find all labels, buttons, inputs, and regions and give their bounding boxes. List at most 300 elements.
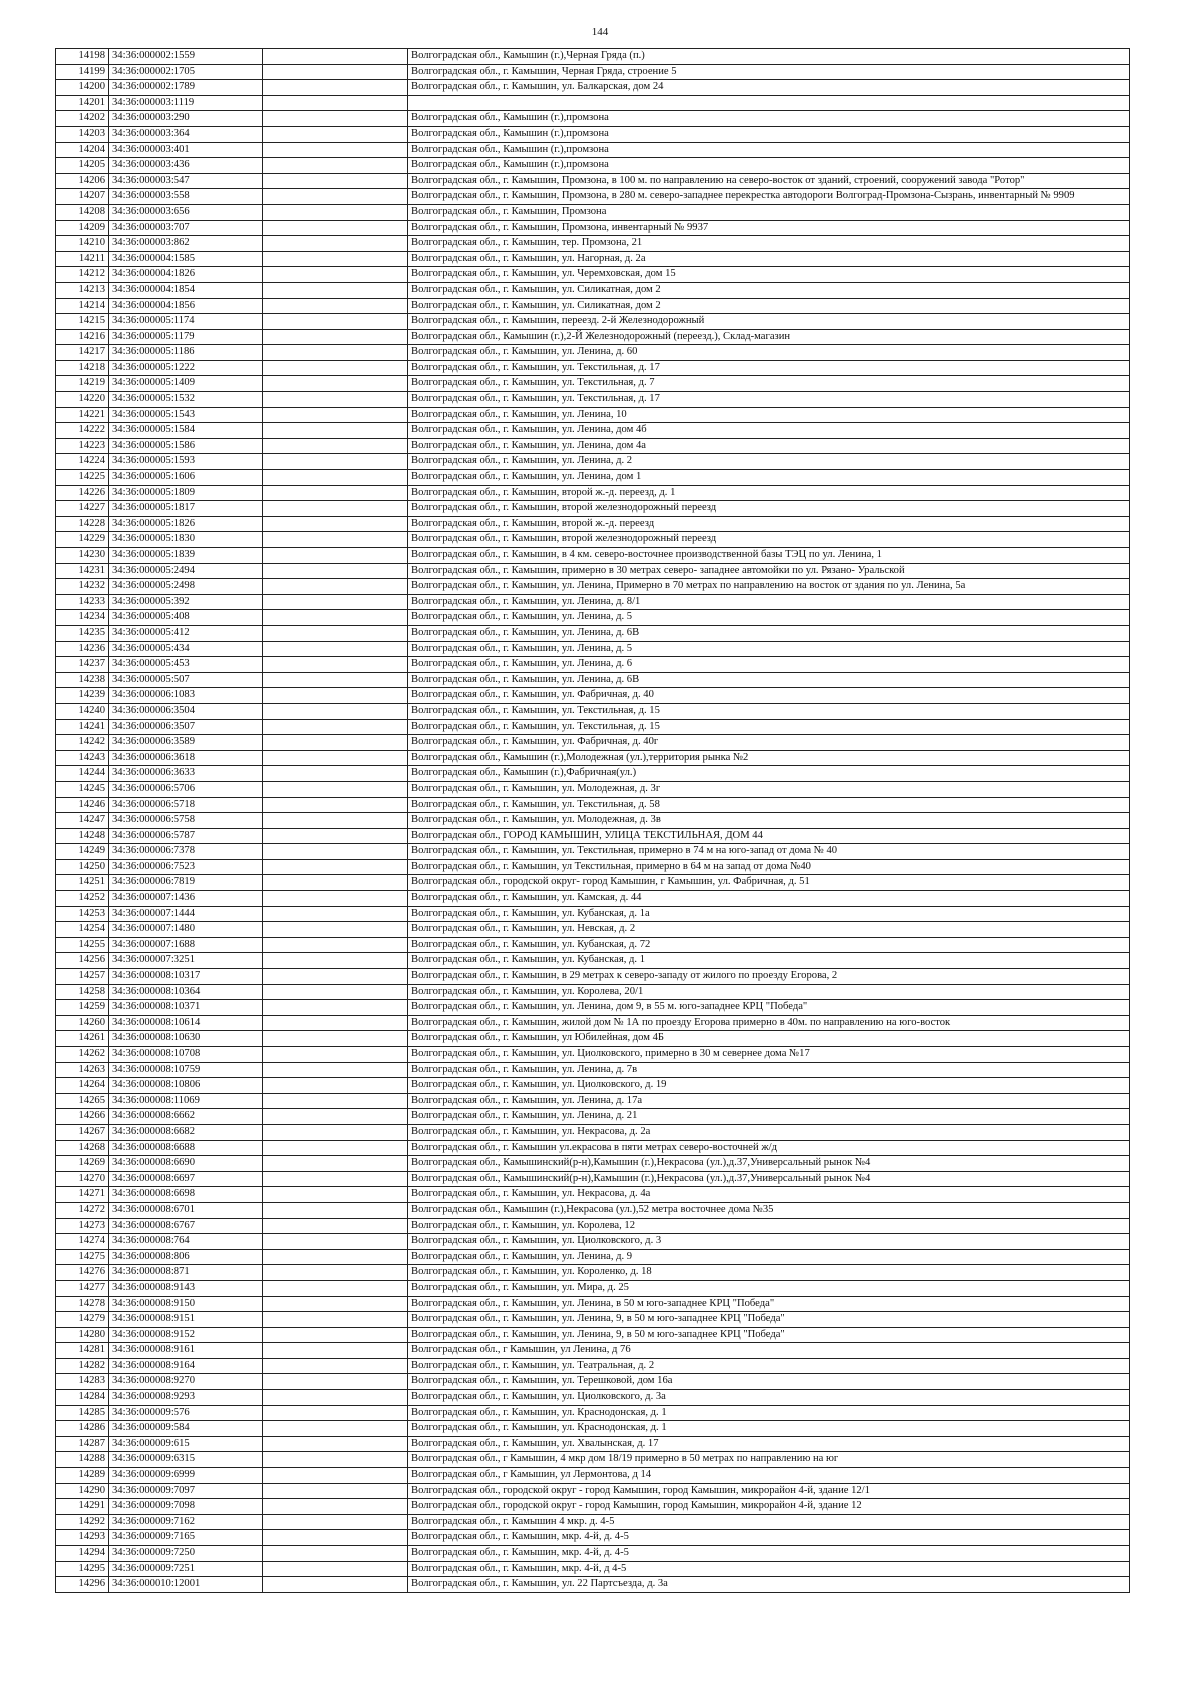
row-number-cell: 14287 — [56, 1436, 109, 1452]
table-row — [56, 1047, 1130, 1063]
cadastral-number-cell: 34:36:000008:10371 — [109, 1000, 263, 1016]
cadastral-number-cell: 34:36:000002:1789 — [109, 80, 263, 96]
table-row — [56, 1530, 1130, 1546]
address-cell: Волгоградская обл., г. Камышин, ул. Черемховская, дом 15 — [408, 267, 1130, 283]
address-cell: Волгоградская обл., г. Камышин, ул. Ленина, дом 1 — [408, 470, 1130, 486]
empty-cell — [263, 236, 408, 252]
cadastral-number-cell: 34:36:000006:3589 — [109, 735, 263, 751]
table-row — [56, 1421, 1130, 1437]
cadastral-number-cell: 34:36:000008:10708 — [109, 1047, 263, 1063]
address-cell: Волгоградская обл., г. Камышин, переезд. 2-й Железнодорожный — [408, 314, 1130, 330]
address-cell: Волгоградская обл., г. Камышин, ул. Ленина, 9, в 50 м юго-западнее КРЦ "Победа" — [408, 1312, 1130, 1328]
cadastral-number-cell: 34:36:000008:806 — [109, 1249, 263, 1265]
table-row — [56, 625, 1130, 641]
empty-cell — [263, 220, 408, 236]
table-row — [56, 298, 1130, 314]
empty-cell — [263, 80, 408, 96]
row-number-cell: 14234 — [56, 610, 109, 626]
empty-cell — [263, 735, 408, 751]
empty-cell — [263, 1499, 408, 1515]
address-cell: Волгоградская обл., Камышин (г.),Некрасова (ул.),52 метра восточнее дома №35 — [408, 1202, 1130, 1218]
empty-cell — [263, 548, 408, 564]
table-row — [56, 236, 1130, 252]
cadastral-number-cell: 34:36:000008:11069 — [109, 1093, 263, 1109]
row-number-cell: 14291 — [56, 1499, 109, 1515]
row-number-cell: 14262 — [56, 1047, 109, 1063]
table-row — [56, 1124, 1130, 1140]
table-row — [56, 1062, 1130, 1078]
cadastral-number-cell: 34:36:000006:7378 — [109, 844, 263, 860]
address-cell: Волгоградская обл., г. Камышин, ул. Ленина, д. 21 — [408, 1109, 1130, 1125]
row-number-cell: 14253 — [56, 906, 109, 922]
table-row — [56, 1031, 1130, 1047]
table-row — [56, 1249, 1130, 1265]
row-number-cell: 14270 — [56, 1171, 109, 1187]
cadastral-number-cell: 34:36:000005:1222 — [109, 360, 263, 376]
address-cell: Волгоградская обл., г. Камышин, ул. Ленина, д. 7в — [408, 1062, 1130, 1078]
row-number-cell: 14205 — [56, 158, 109, 174]
table-row — [56, 657, 1130, 673]
row-number-cell: 14242 — [56, 735, 109, 751]
cadastral-number-cell: 34:36:000009:576 — [109, 1405, 263, 1421]
empty-cell — [263, 360, 408, 376]
row-number-cell: 14211 — [56, 251, 109, 267]
table-row — [56, 158, 1130, 174]
row-number-cell: 14260 — [56, 1015, 109, 1031]
table-row — [56, 1093, 1130, 1109]
row-number-cell: 14214 — [56, 298, 109, 314]
row-number-cell: 14277 — [56, 1280, 109, 1296]
address-cell: Волгоградская обл., г. Камышин, жилой дом № 1А по проезду Егорова примерно в 40м. по направлению на юго-восток — [408, 1015, 1130, 1031]
address-cell: Волгоградская обл., г. Камышин, в 4 км. северо-восточнее производственной базы ТЭЦ по ул. Ленина, 1 — [408, 548, 1130, 564]
empty-cell — [263, 922, 408, 938]
row-number-cell: 14285 — [56, 1405, 109, 1421]
cadastral-number-cell: 34:36:000008:6682 — [109, 1124, 263, 1140]
table-row — [56, 953, 1130, 969]
cadastral-number-cell: 34:36:000005:2498 — [109, 579, 263, 595]
cadastral-number-cell: 34:36:000006:7523 — [109, 859, 263, 875]
empty-cell — [263, 158, 408, 174]
empty-cell — [263, 1530, 408, 1546]
row-number-cell: 14254 — [56, 922, 109, 938]
row-number-cell: 14259 — [56, 1000, 109, 1016]
empty-cell — [263, 485, 408, 501]
cadastral-number-cell: 34:36:000003:862 — [109, 236, 263, 252]
row-number-cell: 14204 — [56, 142, 109, 158]
address-cell: Волгоградская обл., Камышин (г.),Фабричная(ул.) — [408, 766, 1130, 782]
address-cell: Волгоградская обл., г. Камышин, ул. Ленина, 10 — [408, 407, 1130, 423]
row-number-cell: 14296 — [56, 1577, 109, 1593]
cadastral-number-cell: 34:36:000007:1688 — [109, 937, 263, 953]
row-number-cell: 14203 — [56, 126, 109, 142]
row-number-cell: 14282 — [56, 1358, 109, 1374]
empty-cell — [263, 438, 408, 454]
cadastral-number-cell: 34:36:000007:3251 — [109, 953, 263, 969]
row-number-cell: 14241 — [56, 719, 109, 735]
address-cell: Волгоградская обл., Камышин (г.),промзона — [408, 126, 1130, 142]
cadastral-number-cell: 34:36:000008:6697 — [109, 1171, 263, 1187]
address-cell: Волгоградская обл., г. Камышин, ул. Ленина, д. 5 — [408, 641, 1130, 657]
empty-cell — [263, 1000, 408, 1016]
empty-cell — [263, 392, 408, 408]
address-cell: Волгоградская обл., г. Камышин, ул. Ленина, д. 8/1 — [408, 594, 1130, 610]
row-number-cell: 14251 — [56, 875, 109, 891]
cadastral-number-cell: 34:36:000005:1174 — [109, 314, 263, 330]
cadastral-number-cell: 34:36:000005:453 — [109, 657, 263, 673]
table-row — [56, 548, 1130, 564]
cadastral-number-cell: 34:36:000004:1856 — [109, 298, 263, 314]
table-row — [56, 1140, 1130, 1156]
empty-cell — [263, 1078, 408, 1094]
cadastral-number-cell: 34:36:000010:12001 — [109, 1577, 263, 1593]
empty-cell — [263, 1047, 408, 1063]
cadastral-number-cell: 34:36:000009:7250 — [109, 1546, 263, 1562]
cadastral-number-cell: 34:36:000003:547 — [109, 173, 263, 189]
table-row — [56, 828, 1130, 844]
table-row — [56, 267, 1130, 283]
empty-cell — [263, 766, 408, 782]
table-row — [56, 1374, 1130, 1390]
registry-table-body — [56, 49, 1130, 1593]
address-cell: Волгоградская обл., г. Камышин, ул. Ленина, д. 6В — [408, 672, 1130, 688]
empty-cell — [263, 844, 408, 860]
address-cell: Волгоградская обл., г. Камышин, ул. Циолковского, д. 3а — [408, 1390, 1130, 1406]
address-cell: Волгоградская обл., г. Камышин, второй ж.-д. переезд, д. 1 — [408, 485, 1130, 501]
empty-cell — [263, 1015, 408, 1031]
address-cell: Волгоградская обл., городской округ - город Камышин, город Камышин, микрорайон 4-й, здание 12/1 — [408, 1483, 1130, 1499]
address-cell: Волгоградская обл., Камышин (г.),промзона — [408, 158, 1130, 174]
row-number-cell: 14268 — [56, 1140, 109, 1156]
address-cell: Волгоградская обл., г. Камышин, ул. Королева, 12 — [408, 1218, 1130, 1234]
table-row — [56, 329, 1130, 345]
row-number-cell: 14210 — [56, 236, 109, 252]
address-cell: Волгоградская обл., г Камышин, ул Лермонтова, д 14 — [408, 1468, 1130, 1484]
row-number-cell: 14284 — [56, 1390, 109, 1406]
cadastral-number-cell: 34:36:000008:6701 — [109, 1202, 263, 1218]
cadastral-number-cell: 34:36:000008:9270 — [109, 1374, 263, 1390]
row-number-cell: 14289 — [56, 1468, 109, 1484]
empty-cell — [263, 1140, 408, 1156]
table-row — [56, 376, 1130, 392]
table-row — [56, 797, 1130, 813]
address-cell: Волгоградская обл., г. Камышин, второй железнодорожный переезд — [408, 501, 1130, 517]
row-number-cell: 14249 — [56, 844, 109, 860]
row-number-cell: 14199 — [56, 64, 109, 80]
table-row — [56, 922, 1130, 938]
row-number-cell: 14202 — [56, 111, 109, 127]
table-row — [56, 49, 1130, 65]
cadastral-number-cell: 34:36:000005:1809 — [109, 485, 263, 501]
address-cell: Волгоградская обл., г. Камышин, ул. Текстильная, д. 17 — [408, 392, 1130, 408]
table-row — [56, 844, 1130, 860]
table-row — [56, 875, 1130, 891]
row-number-cell: 14276 — [56, 1265, 109, 1281]
row-number-cell: 14232 — [56, 579, 109, 595]
row-number-cell: 14258 — [56, 984, 109, 1000]
table-row — [56, 1577, 1130, 1593]
row-number-cell: 14275 — [56, 1249, 109, 1265]
row-number-cell: 14201 — [56, 95, 109, 111]
empty-cell — [263, 891, 408, 907]
empty-cell — [263, 1577, 408, 1593]
address-cell: Волгоградская обл., г. Камышин, тер. Промзона, 21 — [408, 236, 1130, 252]
table-row — [56, 64, 1130, 80]
table-row — [56, 532, 1130, 548]
address-cell: Волгоградская обл., Камышинский(р-н),Камышин (г.),Некрасова (ул.),д.37,Универсальный рынок №4 — [408, 1171, 1130, 1187]
cadastral-number-cell: 34:36:000008:6698 — [109, 1187, 263, 1203]
empty-cell — [263, 1062, 408, 1078]
row-number-cell: 14247 — [56, 813, 109, 829]
cadastral-number-cell: 34:36:000005:1586 — [109, 438, 263, 454]
empty-cell — [263, 781, 408, 797]
empty-cell — [263, 937, 408, 953]
table-row — [56, 594, 1130, 610]
row-number-cell: 14283 — [56, 1374, 109, 1390]
row-number-cell: 14269 — [56, 1156, 109, 1172]
row-number-cell: 14231 — [56, 563, 109, 579]
cadastral-number-cell: 34:36:000008:10630 — [109, 1031, 263, 1047]
table-row — [56, 173, 1130, 189]
address-cell: Волгоградская обл., г Камышин, 4 мкр дом 18/19 примерно в 50 метрах по направлению на юг — [408, 1452, 1130, 1468]
row-number-cell: 14237 — [56, 657, 109, 673]
table-row — [56, 781, 1130, 797]
cadastral-number-cell: 34:36:000005:1584 — [109, 423, 263, 439]
cadastral-number-cell: 34:36:000005:2494 — [109, 563, 263, 579]
cadastral-number-cell: 34:36:000008:10806 — [109, 1078, 263, 1094]
empty-cell — [263, 1468, 408, 1484]
empty-cell — [263, 1093, 408, 1109]
cadastral-number-cell: 34:36:000004:1826 — [109, 267, 263, 283]
empty-cell — [263, 1343, 408, 1359]
empty-cell — [263, 501, 408, 517]
empty-cell — [263, 423, 408, 439]
table-row — [56, 1327, 1130, 1343]
row-number-cell: 14252 — [56, 891, 109, 907]
address-cell: Волгоградская обл., г. Камышин, мкр. 4-й, д. 4-5 — [408, 1530, 1130, 1546]
row-number-cell: 14272 — [56, 1202, 109, 1218]
address-cell: Волгоградская обл., г. Камышин, ул. Ленина, дом 9, в 55 м. юго-западнее КРЦ "Победа" — [408, 1000, 1130, 1016]
address-cell: Волгоградская обл., г. Камышин, ул. 22 Партсъезда, д. 3а — [408, 1577, 1130, 1593]
address-cell: Волгоградская обл., г. Камышин, ул. Балкарская, дом 24 — [408, 80, 1130, 96]
cadastral-number-cell: 34:36:000004:1585 — [109, 251, 263, 267]
cadastral-number-cell: 34:36:000005:408 — [109, 610, 263, 626]
empty-cell — [263, 906, 408, 922]
table-row — [56, 1171, 1130, 1187]
address-cell: Волгоградская обл., г. Камышин, второй ж.-д. переезд — [408, 516, 1130, 532]
row-number-cell: 14266 — [56, 1109, 109, 1125]
table-row — [56, 937, 1130, 953]
cadastral-number-cell: 34:36:000008:10317 — [109, 969, 263, 985]
row-number-cell: 14265 — [56, 1093, 109, 1109]
cadastral-number-cell: 34:36:000003:656 — [109, 204, 263, 220]
row-number-cell: 14248 — [56, 828, 109, 844]
table-row — [56, 906, 1130, 922]
row-number-cell: 14278 — [56, 1296, 109, 1312]
empty-cell — [263, 703, 408, 719]
row-number-cell: 14290 — [56, 1483, 109, 1499]
table-row — [56, 1265, 1130, 1281]
row-number-cell: 14250 — [56, 859, 109, 875]
address-cell: Волгоградская обл., г. Камышин, ул. Королева, 20/1 — [408, 984, 1130, 1000]
cadastral-number-cell: 34:36:000008:9161 — [109, 1343, 263, 1359]
cadastral-number-cell: 34:36:000005:1409 — [109, 376, 263, 392]
address-cell: Волгоградская обл., г. Камышин, второй железнодорожный переезд — [408, 532, 1130, 548]
table-row — [56, 1109, 1130, 1125]
table-row — [56, 719, 1130, 735]
row-number-cell: 14256 — [56, 953, 109, 969]
empty-cell — [263, 1296, 408, 1312]
cadastral-number-cell: 34:36:000005:1593 — [109, 454, 263, 470]
cadastral-number-cell: 34:36:000009:584 — [109, 1421, 263, 1437]
cadastral-number-cell: 34:36:000009:6999 — [109, 1468, 263, 1484]
row-number-cell: 14206 — [56, 173, 109, 189]
table-row — [56, 1358, 1130, 1374]
table-row — [56, 610, 1130, 626]
table-row — [56, 563, 1130, 579]
empty-cell — [263, 828, 408, 844]
table-row — [56, 813, 1130, 829]
address-cell: Волгоградская обл., г. Камышин, ул. Краснодонская, д. 1 — [408, 1405, 1130, 1421]
address-cell: Волгоградская обл., городской округ - город Камышин, город Камышин, микрорайон 4-й, здание 12 — [408, 1499, 1130, 1515]
address-cell: Волгоградская обл., г. Камышин, ул. Текстильная, примерно в 74 м на юго-запад от дома № 40 — [408, 844, 1130, 860]
address-cell: Волгоградская обл., г. Камышин, ул. Силикатная, дом 2 — [408, 282, 1130, 298]
cadastral-number-cell: 34:36:000003:1119 — [109, 95, 263, 111]
address-cell: Волгоградская обл., г. Камышин, ул. Мира, д. 25 — [408, 1280, 1130, 1296]
empty-cell — [263, 610, 408, 626]
row-number-cell: 14273 — [56, 1218, 109, 1234]
empty-cell — [263, 282, 408, 298]
address-cell: Волгоградская обл., г. Камышин, Черная Гряда, строение 5 — [408, 64, 1130, 80]
empty-cell — [263, 1421, 408, 1437]
row-number-cell: 14207 — [56, 189, 109, 205]
address-cell: Волгоградская обл., г. Камышин, ул. Хвалынская, д. 17 — [408, 1436, 1130, 1452]
address-cell: Волгоградская обл., г. Камышин, ул. Циолковского, примерно в 30 м севернее дома №17 — [408, 1047, 1130, 1063]
empty-cell — [263, 1312, 408, 1328]
table-row — [56, 220, 1130, 236]
row-number-cell: 14215 — [56, 314, 109, 330]
empty-cell — [263, 376, 408, 392]
cadastral-number-cell: 34:36:000002:1705 — [109, 64, 263, 80]
cadastral-number-cell: 34:36:000005:507 — [109, 672, 263, 688]
table-row — [56, 859, 1130, 875]
cadastral-number-cell: 34:36:000005:434 — [109, 641, 263, 657]
table-row — [56, 1000, 1130, 1016]
address-cell: Волгоградская обл., г. Камышин, ул. Ленина, дом 4а — [408, 438, 1130, 454]
row-number-cell: 14288 — [56, 1452, 109, 1468]
cadastral-number-cell: 34:36:000008:9150 — [109, 1296, 263, 1312]
empty-cell — [263, 407, 408, 423]
empty-cell — [263, 813, 408, 829]
table-row — [56, 1187, 1130, 1203]
empty-cell — [263, 1171, 408, 1187]
address-cell: Волгоградская обл., г. Камышин, ул. Фабричная, д. 40г — [408, 735, 1130, 751]
cadastral-number-cell: 34:36:000005:1830 — [109, 532, 263, 548]
table-row — [56, 1561, 1130, 1577]
address-cell: Волгоградская обл., г. Камышин, ул. Некрасова, д. 4а — [408, 1187, 1130, 1203]
empty-cell — [263, 95, 408, 111]
empty-cell — [263, 1031, 408, 1047]
table-row — [56, 1452, 1130, 1468]
cadastral-number-cell: 34:36:000007:1480 — [109, 922, 263, 938]
row-number-cell: 14219 — [56, 376, 109, 392]
address-cell: Волгоградская обл., г. Камышин, ул. Текстильная, д. 15 — [408, 719, 1130, 735]
empty-cell — [263, 49, 408, 65]
empty-cell — [263, 1202, 408, 1218]
row-number-cell: 14244 — [56, 766, 109, 782]
row-number-cell: 14223 — [56, 438, 109, 454]
table-row — [56, 1015, 1130, 1031]
table-row — [56, 1546, 1130, 1562]
empty-cell — [263, 267, 408, 283]
cadastral-number-cell: 34:36:000008:9152 — [109, 1327, 263, 1343]
table-row — [56, 1436, 1130, 1452]
empty-cell — [263, 1156, 408, 1172]
table-row — [56, 282, 1130, 298]
cadastral-number-cell: 34:36:000006:3507 — [109, 719, 263, 735]
cadastral-number-cell: 34:36:000006:7819 — [109, 875, 263, 891]
table-row — [56, 1078, 1130, 1094]
cadastral-number-cell: 34:36:000009:615 — [109, 1436, 263, 1452]
table-row — [56, 438, 1130, 454]
empty-cell — [263, 672, 408, 688]
cadastral-number-cell: 34:36:000003:401 — [109, 142, 263, 158]
row-number-cell: 14213 — [56, 282, 109, 298]
cadastral-number-cell: 34:36:000008:9293 — [109, 1390, 263, 1406]
address-cell: Волгоградская обл., г. Камышин, ул. Ленина, д. 60 — [408, 345, 1130, 361]
table-row — [56, 80, 1130, 96]
empty-cell — [263, 1327, 408, 1343]
row-number-cell: 14240 — [56, 703, 109, 719]
row-number-cell: 14221 — [56, 407, 109, 423]
row-number-cell: 14226 — [56, 485, 109, 501]
cadastral-number-cell: 34:36:000003:558 — [109, 189, 263, 205]
empty-cell — [263, 1280, 408, 1296]
row-number-cell: 14236 — [56, 641, 109, 657]
cadastral-number-cell: 34:36:000008:10759 — [109, 1062, 263, 1078]
table-row — [56, 1390, 1130, 1406]
cadastral-number-cell: 34:36:000007:1436 — [109, 891, 263, 907]
address-cell: Волгоградская обл., г. Камышин, ул Юбилейная, дом 4Б — [408, 1031, 1130, 1047]
cadastral-number-cell: 34:36:000006:5758 — [109, 813, 263, 829]
cadastral-number-cell: 34:36:000008:9164 — [109, 1358, 263, 1374]
address-cell: Волгоградская обл., г. Камышин, ул. Театральная, д. 2 — [408, 1358, 1130, 1374]
row-number-cell: 14279 — [56, 1312, 109, 1328]
cadastral-number-cell: 34:36:000006:5706 — [109, 781, 263, 797]
address-cell: Волгоградская обл., г. Камышин ул.екрасова в пяти метрах северо-восточней ж/д — [408, 1140, 1130, 1156]
table-row — [56, 1312, 1130, 1328]
cadastral-number-cell: 34:36:000005:1543 — [109, 407, 263, 423]
cadastral-number-cell: 34:36:000005:1817 — [109, 501, 263, 517]
row-number-cell: 14228 — [56, 516, 109, 532]
empty-cell — [263, 251, 408, 267]
table-row — [56, 95, 1130, 111]
table-row — [56, 579, 1130, 595]
address-cell: Волгоградская обл., ГОРОД КАМЫШИН, УЛИЦА ТЕКСТИЛЬНАЯ, ДОМ 44 — [408, 828, 1130, 844]
row-number-cell: 14280 — [56, 1327, 109, 1343]
address-cell: Волгоградская обл., г. Камышин, ул. Фабричная, д. 40 — [408, 688, 1130, 704]
address-cell: Волгоградская обл., г. Камышин, ул Текстильная, примерно в 64 м на запад от дома №40 — [408, 859, 1130, 875]
row-number-cell: 14267 — [56, 1124, 109, 1140]
empty-cell — [263, 875, 408, 891]
table-row — [56, 672, 1130, 688]
address-cell: Волгоградская обл., г. Камышин, ул. Циолковского, д. 19 — [408, 1078, 1130, 1094]
empty-cell — [263, 1124, 408, 1140]
address-cell: Волгоградская обл., городской округ- город Камышин, г Камышин, ул. Фабричная, д. 51 — [408, 875, 1130, 891]
table-row — [56, 641, 1130, 657]
cadastral-number-cell: 34:36:000005:1186 — [109, 345, 263, 361]
empty-cell — [263, 1452, 408, 1468]
table-row — [56, 501, 1130, 517]
